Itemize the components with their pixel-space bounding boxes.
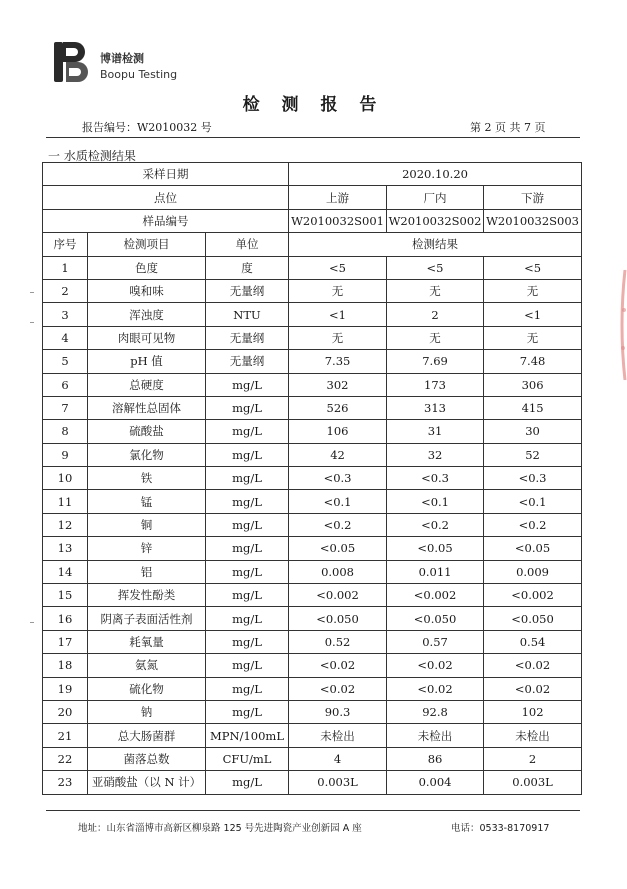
row-seq: 23 bbox=[43, 771, 88, 794]
table-row bbox=[43, 771, 582, 794]
table-row bbox=[43, 443, 582, 466]
row-seq: 14 bbox=[43, 560, 88, 583]
row-result-in-plant: 无 bbox=[387, 326, 484, 349]
row-seq: 2 bbox=[43, 279, 88, 302]
row-result-upstream: 90.3 bbox=[289, 700, 387, 723]
row-item: 肉眼可见物 bbox=[88, 326, 206, 349]
row-item: 浑浊度 bbox=[88, 303, 206, 326]
row-item: 总硬度 bbox=[88, 373, 206, 396]
row-item: 锌 bbox=[88, 537, 206, 560]
row-item: 总大肠菌群 bbox=[88, 724, 206, 747]
row-item: 菌落总数 bbox=[88, 747, 206, 770]
row-result-in-plant: 2 bbox=[387, 303, 484, 326]
sample-date-row bbox=[43, 163, 582, 186]
table-row bbox=[43, 654, 582, 677]
row-result-upstream: <0.050 bbox=[289, 607, 387, 630]
table-row bbox=[43, 279, 582, 302]
row-item: 铁 bbox=[88, 467, 206, 490]
row-item: 硫酸盐 bbox=[88, 420, 206, 443]
row-item: 挥发性酚类 bbox=[88, 584, 206, 607]
row-result-upstream: <5 bbox=[289, 256, 387, 279]
row-result-in-plant: 31 bbox=[387, 420, 484, 443]
header-seq: 序号 bbox=[43, 233, 88, 256]
row-seq: 22 bbox=[43, 747, 88, 770]
row-unit: mg/L bbox=[206, 467, 289, 490]
row-result-upstream: <0.02 bbox=[289, 677, 387, 700]
row-result-downstream: <0.002 bbox=[484, 584, 582, 607]
row-result-upstream: 0.003L bbox=[289, 771, 387, 794]
row-unit: mg/L bbox=[206, 396, 289, 419]
row-result-downstream: 2 bbox=[484, 747, 582, 770]
row-item: 铜 bbox=[88, 513, 206, 536]
row-item: 铝 bbox=[88, 560, 206, 583]
row-result-upstream: 无 bbox=[289, 279, 387, 302]
row-seq: 5 bbox=[43, 350, 88, 373]
row-result-upstream: 0.52 bbox=[289, 630, 387, 653]
row-result-in-plant: 0.004 bbox=[387, 771, 484, 794]
row-seq: 7 bbox=[43, 396, 88, 419]
table-row bbox=[43, 700, 582, 723]
row-seq: 1 bbox=[43, 256, 88, 279]
header-unit: 单位 bbox=[206, 233, 289, 256]
footer-divider bbox=[46, 810, 580, 811]
sample-date-value: 2020.10.20 bbox=[289, 163, 582, 186]
table-row bbox=[43, 303, 582, 326]
row-result-upstream: 106 bbox=[289, 420, 387, 443]
row-result-in-plant: 173 bbox=[387, 373, 484, 396]
row-result-downstream: 30 bbox=[484, 420, 582, 443]
row-result-upstream: 4 bbox=[289, 747, 387, 770]
row-seq: 16 bbox=[43, 607, 88, 630]
row-unit: mg/L bbox=[206, 513, 289, 536]
sample-id-1: W2010032S001 bbox=[289, 209, 387, 232]
row-result-in-plant: <0.05 bbox=[387, 537, 484, 560]
sample-id-3: W2010032S003 bbox=[484, 209, 582, 232]
row-unit: mg/L bbox=[206, 700, 289, 723]
row-unit: mg/L bbox=[206, 443, 289, 466]
row-result-downstream: <1 bbox=[484, 303, 582, 326]
row-unit: mg/L bbox=[206, 420, 289, 443]
table-row bbox=[43, 350, 582, 373]
location-label: 点位 bbox=[43, 186, 289, 209]
table-row bbox=[43, 747, 582, 770]
row-result-downstream: <0.3 bbox=[484, 467, 582, 490]
row-result-downstream: <5 bbox=[484, 256, 582, 279]
row-unit: CFU/mL bbox=[206, 747, 289, 770]
table-row bbox=[43, 607, 582, 630]
header-results: 检测结果 bbox=[289, 233, 582, 256]
row-result-upstream: <0.002 bbox=[289, 584, 387, 607]
brand-name-en: Boopu Testing bbox=[100, 68, 178, 81]
row-unit: mg/L bbox=[206, 373, 289, 396]
footer-phone: 电话：0533-8170917 bbox=[451, 823, 550, 834]
row-seq: 10 bbox=[43, 467, 88, 490]
row-result-downstream: 0.003L bbox=[484, 771, 582, 794]
row-result-in-plant: 86 bbox=[387, 747, 484, 770]
seal-stamp-edge bbox=[617, 270, 627, 380]
row-result-downstream: 0.54 bbox=[484, 630, 582, 653]
row-seq: 17 bbox=[43, 630, 88, 653]
row-result-downstream: <0.02 bbox=[484, 654, 582, 677]
table-row bbox=[43, 630, 582, 653]
row-unit: 无量纲 bbox=[206, 326, 289, 349]
row-seq: 18 bbox=[43, 654, 88, 677]
row-result-upstream: 526 bbox=[289, 396, 387, 419]
row-seq: 4 bbox=[43, 326, 88, 349]
row-seq: 6 bbox=[43, 373, 88, 396]
row-result-downstream: <0.050 bbox=[484, 607, 582, 630]
row-result-downstream: 306 bbox=[484, 373, 582, 396]
location-row bbox=[43, 186, 582, 209]
table-row bbox=[43, 584, 582, 607]
row-seq: 15 bbox=[43, 584, 88, 607]
row-unit: mg/L bbox=[206, 654, 289, 677]
row-seq: 3 bbox=[43, 303, 88, 326]
brand-name-cn: 博谱检测 bbox=[100, 52, 144, 65]
row-item: 锰 bbox=[88, 490, 206, 513]
row-result-in-plant: 32 bbox=[387, 443, 484, 466]
row-unit: mg/L bbox=[206, 677, 289, 700]
row-item: 氯化物 bbox=[88, 443, 206, 466]
row-result-in-plant: 0.57 bbox=[387, 630, 484, 653]
row-seq: 8 bbox=[43, 420, 88, 443]
sample-id-row bbox=[43, 209, 582, 232]
row-unit: 无量纲 bbox=[206, 350, 289, 373]
row-item: 色度 bbox=[88, 256, 206, 279]
binding-mark bbox=[30, 322, 34, 323]
row-result-in-plant: 无 bbox=[387, 279, 484, 302]
row-seq: 13 bbox=[43, 537, 88, 560]
row-result-upstream: <0.1 bbox=[289, 490, 387, 513]
location-in-plant: 厂内 bbox=[387, 186, 484, 209]
table-row bbox=[43, 373, 582, 396]
table-row bbox=[43, 420, 582, 443]
footer-address: 地址：山东省淄博市高新区柳泉路 125 号先进陶瓷产业创新园 A 座 bbox=[78, 823, 362, 834]
row-unit: NTU bbox=[206, 303, 289, 326]
row-unit: mg/L bbox=[206, 560, 289, 583]
row-seq: 21 bbox=[43, 724, 88, 747]
row-unit: mg/L bbox=[206, 630, 289, 653]
row-result-upstream: <0.2 bbox=[289, 513, 387, 536]
row-result-downstream: 52 bbox=[484, 443, 582, 466]
page-indicator: 第 2 页 共 7 页 bbox=[470, 121, 546, 134]
table-row bbox=[43, 467, 582, 490]
header-item: 检测项目 bbox=[88, 233, 206, 256]
row-unit: mg/L bbox=[206, 584, 289, 607]
row-result-in-plant: 0.011 bbox=[387, 560, 484, 583]
table-row bbox=[43, 677, 582, 700]
row-result-in-plant: <0.3 bbox=[387, 467, 484, 490]
binding-mark bbox=[30, 622, 34, 623]
row-result-in-plant: <0.1 bbox=[387, 490, 484, 513]
table-row bbox=[43, 513, 582, 536]
sample-date-label: 采样日期 bbox=[43, 163, 289, 186]
water-quality-table bbox=[42, 162, 582, 795]
row-result-downstream: 7.48 bbox=[484, 350, 582, 373]
row-unit: MPN/100mL bbox=[206, 724, 289, 747]
table-row bbox=[43, 537, 582, 560]
table-row bbox=[43, 326, 582, 349]
row-item: pH 值 bbox=[88, 350, 206, 373]
row-seq: 9 bbox=[43, 443, 88, 466]
row-unit: mg/L bbox=[206, 537, 289, 560]
sample-id-2: W2010032S002 bbox=[387, 209, 484, 232]
row-result-downstream: 无 bbox=[484, 326, 582, 349]
page-title: 检 测 报 告 bbox=[242, 95, 385, 115]
row-result-in-plant: <0.050 bbox=[387, 607, 484, 630]
row-result-upstream: 0.008 bbox=[289, 560, 387, 583]
row-result-upstream: 302 bbox=[289, 373, 387, 396]
row-result-in-plant: <0.02 bbox=[387, 677, 484, 700]
row-unit: mg/L bbox=[206, 771, 289, 794]
row-seq: 11 bbox=[43, 490, 88, 513]
row-result-in-plant: 313 bbox=[387, 396, 484, 419]
row-unit: 无量纲 bbox=[206, 279, 289, 302]
header-divider bbox=[46, 137, 580, 138]
row-result-in-plant: <0.2 bbox=[387, 513, 484, 536]
row-seq: 12 bbox=[43, 513, 88, 536]
row-result-upstream: <0.3 bbox=[289, 467, 387, 490]
row-item: 硫化物 bbox=[88, 677, 206, 700]
table-header-row bbox=[43, 233, 582, 256]
row-result-downstream: 102 bbox=[484, 700, 582, 723]
sample-id-label: 样品编号 bbox=[43, 209, 289, 232]
binding-mark bbox=[30, 292, 34, 293]
row-result-upstream: <1 bbox=[289, 303, 387, 326]
row-result-downstream: 0.009 bbox=[484, 560, 582, 583]
report-number: 报告编号：W2010032 号 bbox=[82, 121, 212, 134]
table-row bbox=[43, 724, 582, 747]
row-result-downstream: <0.02 bbox=[484, 677, 582, 700]
row-item: 氨氮 bbox=[88, 654, 206, 677]
row-item: 亚硝酸盐（以 N 计） bbox=[88, 771, 206, 794]
row-item: 阴离子表面活性剂 bbox=[88, 607, 206, 630]
row-result-in-plant: 未检出 bbox=[387, 724, 484, 747]
row-unit: 度 bbox=[206, 256, 289, 279]
row-result-upstream: <0.02 bbox=[289, 654, 387, 677]
table-row bbox=[43, 490, 582, 513]
row-item: 溶解性总固体 bbox=[88, 396, 206, 419]
row-result-downstream: 无 bbox=[484, 279, 582, 302]
row-item: 嗅和味 bbox=[88, 279, 206, 302]
row-result-in-plant: 7.69 bbox=[387, 350, 484, 373]
table-row bbox=[43, 560, 582, 583]
row-result-upstream: 7.35 bbox=[289, 350, 387, 373]
row-item: 耗氧量 bbox=[88, 630, 206, 653]
row-result-upstream: 42 bbox=[289, 443, 387, 466]
row-seq: 19 bbox=[43, 677, 88, 700]
row-result-downstream: <0.05 bbox=[484, 537, 582, 560]
row-result-in-plant: <0.002 bbox=[387, 584, 484, 607]
row-unit: mg/L bbox=[206, 607, 289, 630]
location-downstream: 下游 bbox=[484, 186, 582, 209]
row-unit: mg/L bbox=[206, 490, 289, 513]
row-result-in-plant: 92.8 bbox=[387, 700, 484, 723]
row-result-downstream: <0.2 bbox=[484, 513, 582, 536]
table-row bbox=[43, 256, 582, 279]
row-result-upstream: 无 bbox=[289, 326, 387, 349]
row-result-downstream: <0.1 bbox=[484, 490, 582, 513]
row-result-in-plant: <5 bbox=[387, 256, 484, 279]
section-title: 一 水质检测结果 bbox=[48, 149, 136, 163]
row-result-downstream: 未检出 bbox=[484, 724, 582, 747]
row-item: 钠 bbox=[88, 700, 206, 723]
location-upstream: 上游 bbox=[289, 186, 387, 209]
boopu-logo-icon bbox=[52, 40, 94, 84]
row-result-downstream: 415 bbox=[484, 396, 582, 419]
row-seq: 20 bbox=[43, 700, 88, 723]
row-result-upstream: 未检出 bbox=[289, 724, 387, 747]
row-result-upstream: <0.05 bbox=[289, 537, 387, 560]
table-row bbox=[43, 396, 582, 419]
row-result-in-plant: <0.02 bbox=[387, 654, 484, 677]
